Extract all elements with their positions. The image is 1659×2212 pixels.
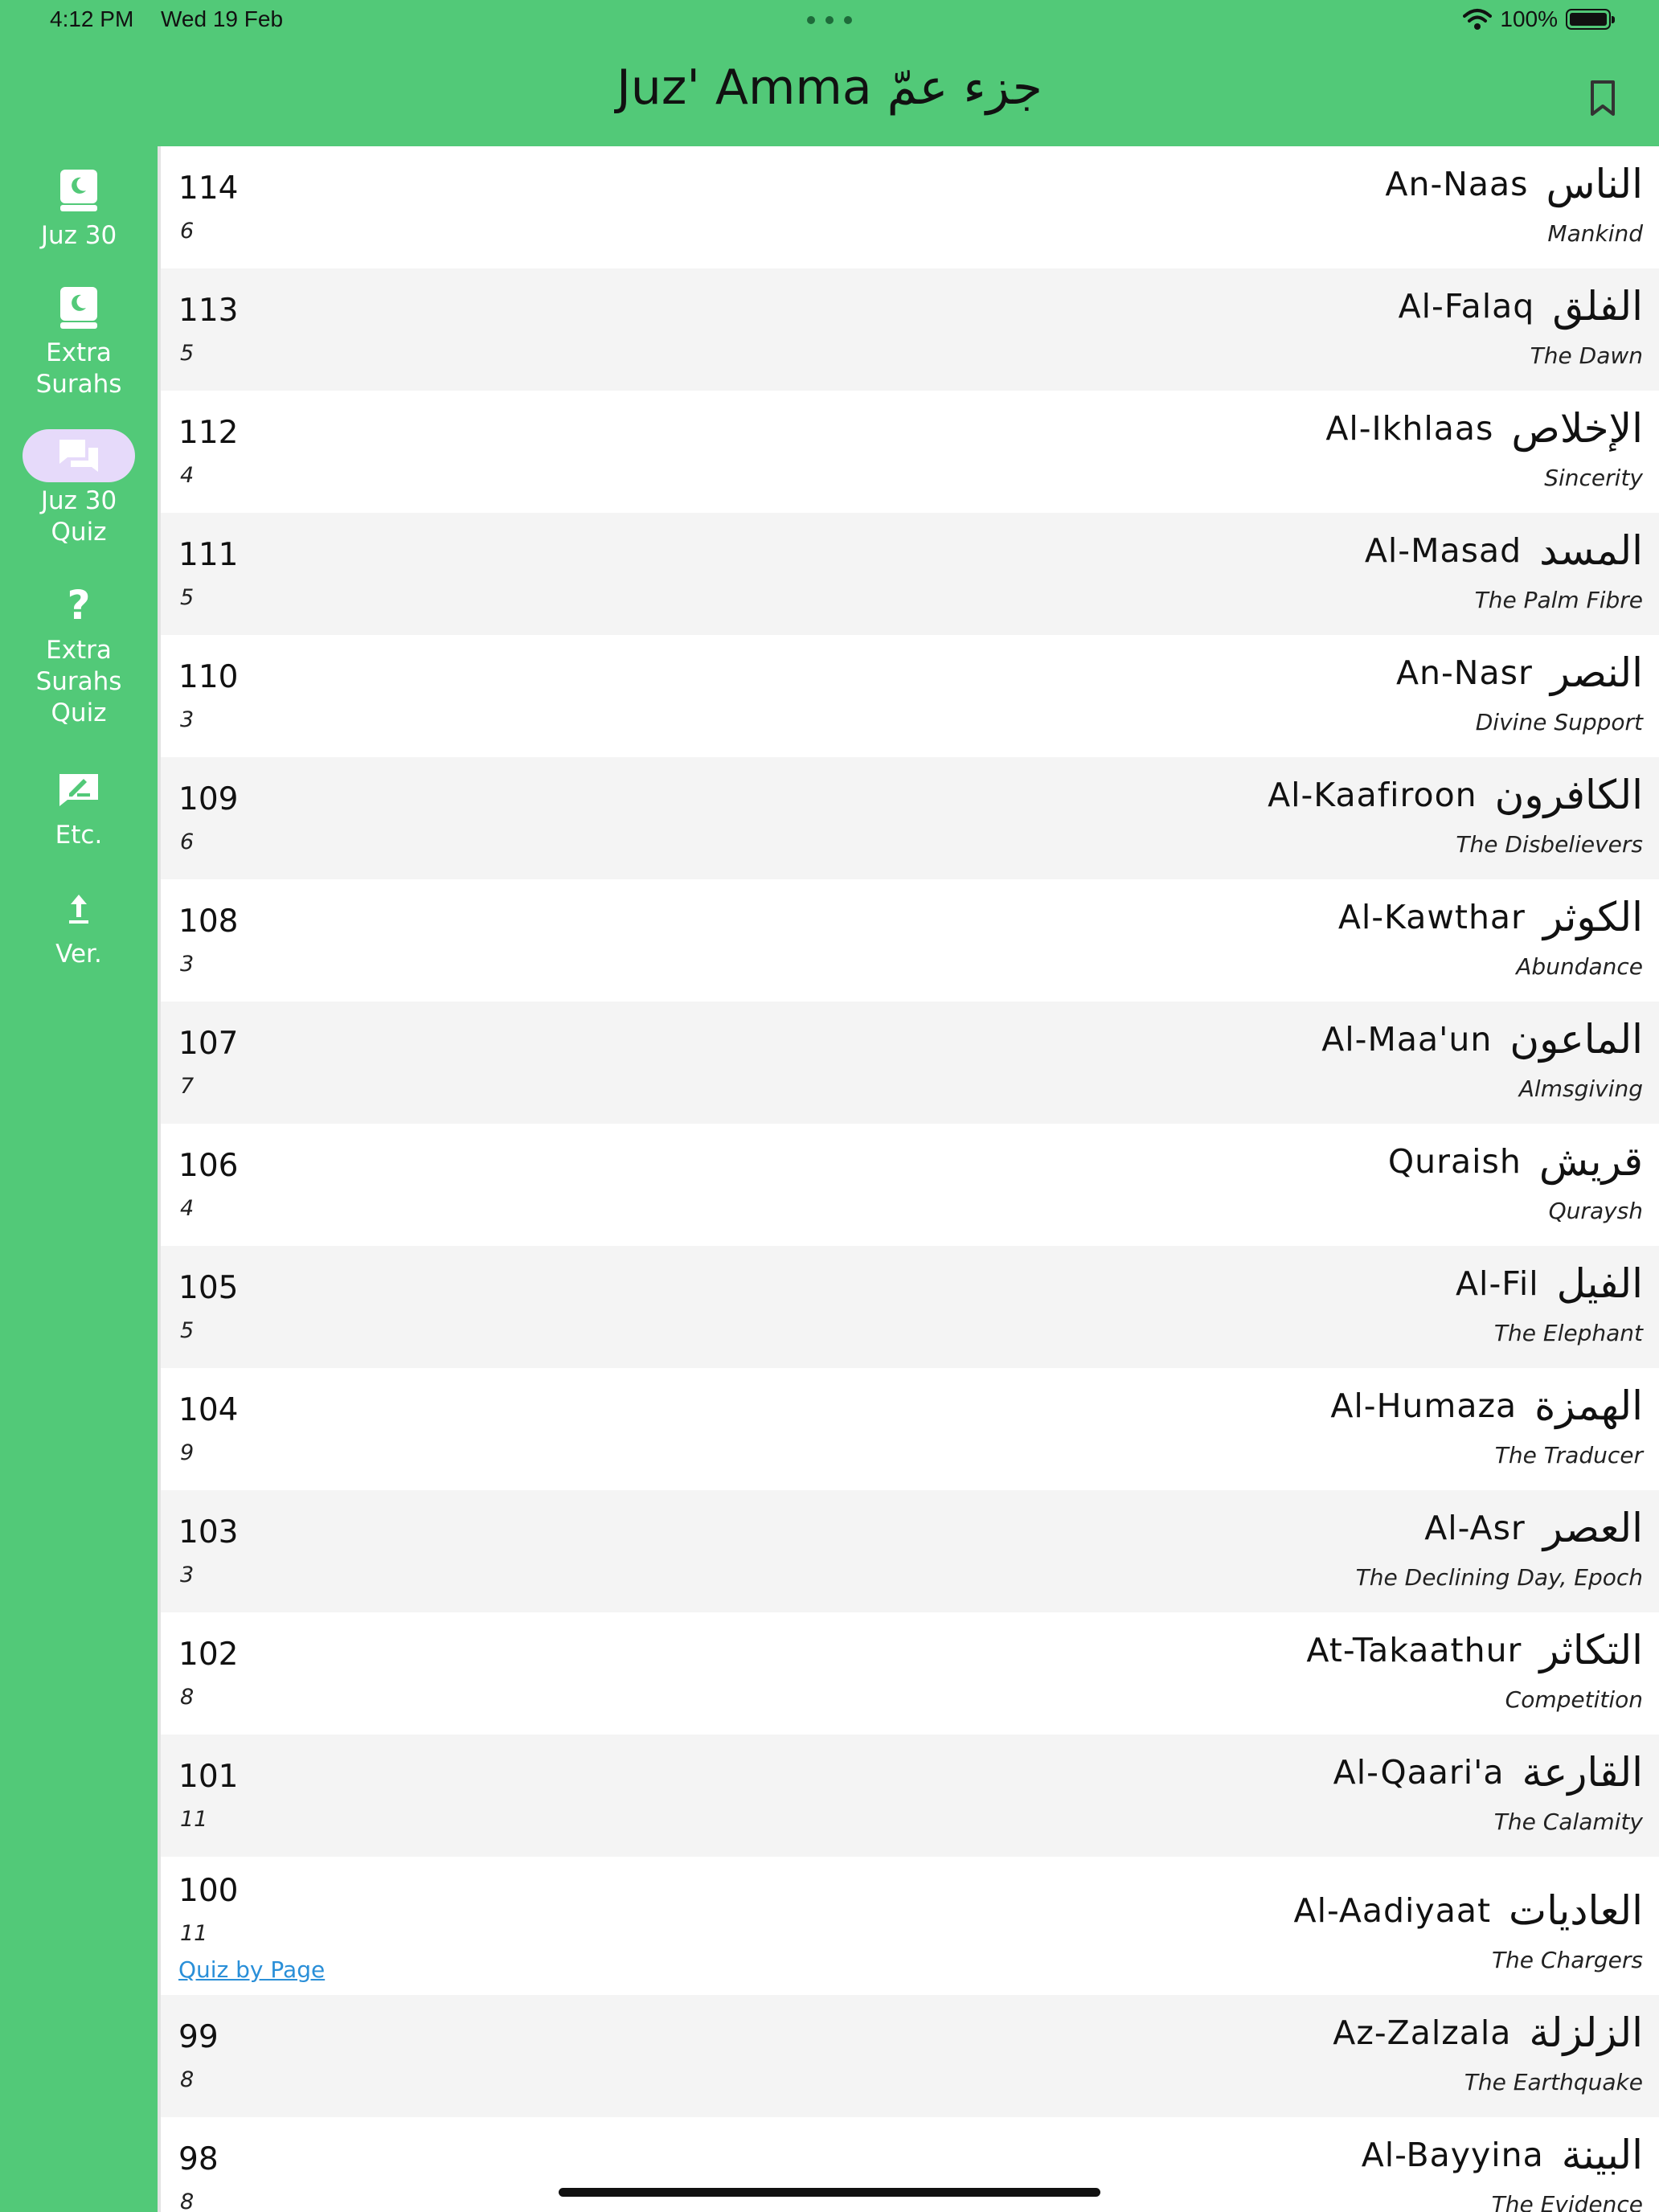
surah-row[interactable] (161, 1735, 1659, 1857)
verse-count: 8 (180, 2067, 195, 2092)
bookmark-icon (1579, 74, 1627, 122)
surah-arabic-name: قريش (1538, 1138, 1643, 1185)
surah-arabic-name: الفلق (1552, 283, 1643, 330)
surah-number: 108 (178, 903, 239, 940)
verse-count: 7 (180, 1074, 195, 1099)
surah-arabic-name: التكاثر (1539, 1627, 1643, 1673)
surah-meaning: The Earthquake (1464, 2069, 1643, 2095)
verse-count: 3 (180, 707, 195, 732)
surah-name: Al-Bayyina (1361, 2136, 1544, 2174)
surah-name: Al-Fil (1456, 1264, 1539, 1303)
surah-number: 107 (178, 1026, 239, 1062)
surah-number: 106 (178, 1148, 239, 1184)
surah-row[interactable] (161, 1857, 1659, 1995)
verse-count: 4 (180, 1196, 195, 1221)
surah-row[interactable] (161, 1995, 1659, 2117)
sidebar-item-etc[interactable] (0, 764, 158, 851)
surah-arabic-name: القارعة (1522, 1749, 1643, 1796)
verse-count: 3 (180, 952, 195, 977)
surah-row[interactable] (161, 1612, 1659, 1735)
surah-arabic-name: الكافرون (1494, 772, 1643, 818)
surah-number: 112 (178, 415, 239, 451)
verse-count: 5 (180, 1318, 195, 1343)
quran-book-icon (23, 281, 135, 334)
verse-count: 6 (180, 219, 195, 244)
status-time: 4:12 PM (50, 6, 134, 31)
surah-meaning: The Palm Fibre (1474, 587, 1643, 613)
sidebar-item-label: Extra Surahs (35, 338, 122, 399)
battery-icon (1566, 9, 1611, 30)
battery-percent: 100% (1500, 6, 1558, 31)
sidebar-item-extra-surahs[interactable] (0, 281, 158, 400)
surah-meaning: Divine Support (1475, 709, 1643, 735)
surah-row[interactable] (161, 391, 1659, 513)
surah-row[interactable] (161, 635, 1659, 757)
surah-row[interactable] (161, 1002, 1659, 1124)
surah-number: 110 (178, 659, 239, 695)
surah-row[interactable] (161, 1368, 1659, 1490)
sidebar-item-ver[interactable] (0, 883, 158, 970)
surah-arabic-name: المسد (1539, 527, 1643, 574)
surah-number: 104 (178, 1392, 239, 1428)
surah-row[interactable] (161, 1124, 1659, 1246)
surah-number: 111 (178, 537, 239, 573)
sidebar-item-juz30[interactable] (0, 164, 158, 252)
sidebar-item-extra-surahs-quiz[interactable] (0, 579, 158, 729)
surah-meaning: The Traducer (1494, 1442, 1643, 1469)
surah-name: An-Nasr (1395, 653, 1533, 692)
surah-meaning: Abundance (1516, 953, 1643, 980)
surah-arabic-name: العصر (1542, 1505, 1643, 1551)
surah-meaning: The Calamity (1493, 1809, 1643, 1835)
home-indicator[interactable] (559, 2188, 1100, 2197)
surah-arabic-name: الفيل (1556, 1260, 1643, 1307)
surah-row[interactable] (161, 513, 1659, 635)
surah-meaning: Sincerity (1544, 465, 1643, 491)
surah-arabic-name: البينة (1561, 2132, 1643, 2178)
surah-arabic-name: الإخلاص (1511, 405, 1643, 452)
sidebar-item-label: Juz 30 (40, 221, 117, 250)
surah-number: 109 (178, 781, 239, 817)
verse-count: 8 (180, 1685, 195, 1710)
surah-arabic-name: العاديات (1509, 1887, 1643, 1934)
surah-name: Al-Masad (1364, 531, 1522, 570)
surah-row[interactable] (161, 1246, 1659, 1368)
chat-bubbles-icon (23, 429, 135, 482)
app-header (0, 42, 1659, 146)
upload-icon (23, 883, 135, 936)
quiz-by-page-link[interactable]: Quiz by Page (178, 1956, 326, 1983)
surah-row[interactable] (161, 2117, 1659, 2212)
surah-name: Al-Kaafiroon (1268, 776, 1477, 814)
surah-row[interactable] (161, 757, 1659, 879)
verse-count: 3 (180, 1563, 195, 1587)
surah-number: 113 (178, 293, 239, 329)
verse-count: 11 (180, 1807, 208, 1832)
surah-meaning: The Elephant (1493, 1320, 1643, 1346)
surah-row[interactable] (161, 268, 1659, 391)
surah-arabic-name: الكوثر (1542, 894, 1643, 940)
surah-meaning: The Evidence (1491, 2191, 1643, 2212)
surah-name: Al-Kawthar (1337, 898, 1526, 936)
verse-count: 4 (180, 463, 195, 488)
surah-meaning: Almsgiving (1518, 1075, 1643, 1102)
surah-number: 114 (178, 170, 239, 207)
surah-number: 101 (178, 1759, 239, 1795)
verse-count: 6 (180, 830, 195, 854)
sidebar-nav (0, 146, 158, 2212)
surah-name: Quraish (1387, 1142, 1522, 1181)
status-date: Wed 19 Feb (161, 6, 284, 31)
surah-row[interactable] (161, 146, 1659, 268)
page-title: Juz' Amma جزء عمّ (616, 59, 1043, 116)
surah-number: 102 (178, 1636, 239, 1673)
verse-count: 11 (180, 1921, 208, 1946)
surah-name: An-Naas (1385, 165, 1529, 203)
surah-number: 105 (178, 1270, 239, 1306)
quran-book-icon (23, 164, 135, 217)
surah-arabic-name: الزلزلة (1529, 2009, 1643, 2056)
surah-meaning: Competition (1505, 1686, 1643, 1713)
sidebar-item-juz30-quiz[interactable] (0, 429, 158, 548)
status-bar (0, 0, 1659, 42)
status-right (1463, 6, 1611, 32)
sidebar-item-label: Etc. (55, 821, 103, 850)
surah-name: Al-Ikhlaas (1325, 409, 1494, 448)
surah-arabic-name: الماعون (1509, 1016, 1643, 1063)
surah-name: Al-Falaq (1398, 287, 1535, 326)
multitasking-dots-icon[interactable] (807, 16, 852, 24)
surah-meaning: The Dawn (1530, 342, 1643, 369)
edit-note-icon (23, 764, 135, 817)
bookmark-button[interactable] (1579, 74, 1627, 122)
surah-arabic-name: الناس (1546, 161, 1643, 207)
verse-count: 5 (180, 341, 195, 366)
verse-count: 9 (180, 1440, 195, 1465)
surah-name: Al-Humaza (1330, 1387, 1518, 1425)
surah-name: At-Takaathur (1306, 1631, 1522, 1669)
surah-name: Al-Maa'un (1321, 1020, 1493, 1059)
surah-number: 98 (178, 2141, 219, 2177)
surah-name: Al-Aadiyaat (1293, 1891, 1492, 1930)
sidebar-item-label: Juz 30 Quiz (40, 486, 117, 547)
surah-name: Al-Asr (1424, 1509, 1526, 1547)
surah-row[interactable] (161, 879, 1659, 1002)
surah-meaning: Quraysh (1548, 1198, 1643, 1224)
surah-meaning: The Declining Day, Epoch (1355, 1564, 1643, 1591)
sidebar-item-label: Extra Surahs Quiz (35, 636, 122, 727)
surah-number: 100 (178, 1873, 239, 1909)
verse-count: 8 (180, 2189, 195, 2212)
surah-number: 103 (178, 1514, 239, 1550)
surah-meaning: The Disbelievers (1456, 831, 1643, 858)
verse-count: 5 (180, 585, 195, 610)
surah-row[interactable] (161, 1490, 1659, 1612)
surah-meaning: The Chargers (1491, 1947, 1643, 1973)
sidebar-item-label: Ver. (55, 940, 102, 969)
surah-meaning: Mankind (1547, 220, 1643, 247)
surah-number: 99 (178, 2019, 219, 2055)
surah-arabic-name: الهمزة (1534, 1382, 1643, 1429)
surah-name: Al-Qaari'a (1333, 1753, 1505, 1792)
wifi-icon (1463, 8, 1492, 31)
question-mark-icon: ? (67, 581, 91, 629)
surah-list[interactable] (161, 146, 1659, 2212)
surah-arabic-name: النصر (1550, 649, 1643, 696)
surah-name: Az-Zalzala (1333, 2013, 1512, 2052)
